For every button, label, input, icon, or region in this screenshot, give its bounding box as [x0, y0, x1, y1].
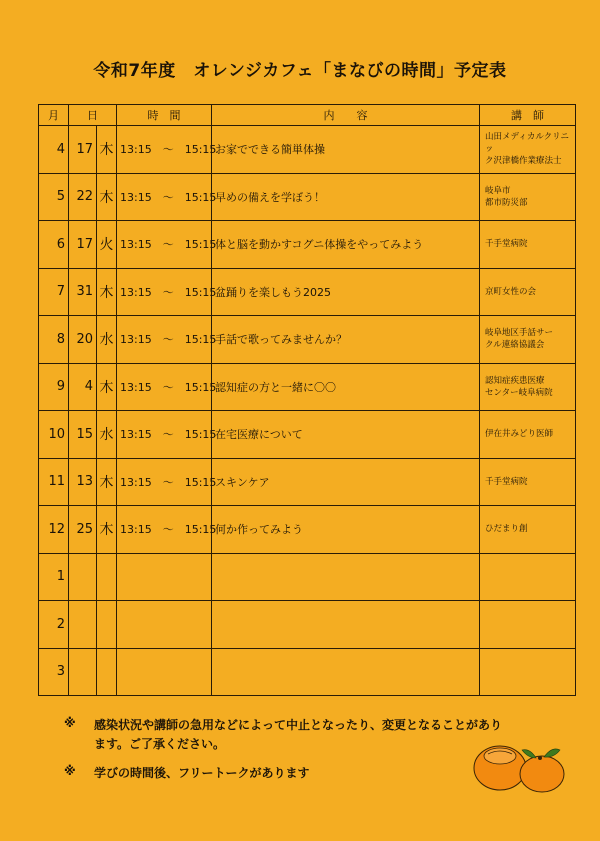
row-weekday: 木 [97, 268, 117, 316]
row-time: 13:15 ～ 15:15 [117, 411, 212, 459]
schedule-table [38, 104, 576, 696]
row-lecturer [480, 601, 576, 649]
table-row [39, 363, 576, 411]
row-month: 10 [39, 411, 69, 459]
row-content: 何か作ってみよう [212, 506, 480, 554]
header-month: 月 [39, 105, 69, 126]
row-month: 11 [39, 458, 69, 506]
row-lecturer [480, 553, 576, 601]
row-month: 9 [39, 363, 69, 411]
row-day: 17 [69, 126, 97, 174]
row-lecturer: ひだまり創 [480, 506, 576, 554]
header-content: 内 容 [212, 105, 480, 126]
row-month: 6 [39, 221, 69, 269]
row-time: 13:15 ～ 15:15 [117, 268, 212, 316]
row-month: 8 [39, 316, 69, 364]
row-lecturer: 認知症疾患医療 センター岐阜病院 [480, 363, 576, 411]
row-lecturer: 千手堂病院 [480, 458, 576, 506]
row-month: 7 [39, 268, 69, 316]
table-row [39, 173, 576, 221]
row-time: 13:15 ～ 15:15 [117, 458, 212, 506]
note-text: 学びの時間後、フリートークがあります [94, 766, 310, 780]
table-row [39, 268, 576, 316]
header-time: 時 間 [117, 105, 212, 126]
row-weekday: 木 [97, 458, 117, 506]
row-lecturer [480, 648, 576, 696]
row-content: 認知症の方と一緒に〇〇 [212, 363, 480, 411]
row-content [212, 553, 480, 601]
row-weekday: 火 [97, 221, 117, 269]
row-time: 13:15 ～ 15:15 [117, 126, 212, 174]
row-content [212, 648, 480, 696]
table-row [39, 553, 576, 601]
note-mark: ※ [64, 716, 76, 730]
row-lecturer: 岐阜地区手話サー クル連絡協議会 [480, 316, 576, 364]
row-day [69, 648, 97, 696]
row-time [117, 553, 212, 601]
row-content: 在宅医療について [212, 411, 480, 459]
row-lecturer: 岐阜市 都市防災部 [480, 173, 576, 221]
row-content: スキンケア [212, 458, 480, 506]
row-weekday [97, 601, 117, 649]
row-day: 25 [69, 506, 97, 554]
table-header-row [39, 105, 576, 126]
row-content: 早めの備えを学ぼう！ [212, 173, 480, 221]
row-weekday: 木 [97, 363, 117, 411]
row-lecturer: 伊在井みどり医師 [480, 411, 576, 459]
row-day: 22 [69, 173, 97, 221]
row-weekday: 木 [97, 173, 117, 221]
table-row [39, 648, 576, 696]
note-item [64, 764, 504, 783]
row-day: 4 [69, 363, 97, 411]
row-month: 2 [39, 601, 69, 649]
row-time: 13:15 ～ 15:15 [117, 363, 212, 411]
table-row [39, 506, 576, 554]
row-time [117, 601, 212, 649]
row-day: 31 [69, 268, 97, 316]
row-time: 13:15 ～ 15:15 [117, 506, 212, 554]
row-lecturer: 山田メディカルクリニッ ク沢津橋作業療法士 [480, 126, 576, 174]
table-row [39, 411, 576, 459]
page-title: 令和7年度 オレンジカフェ「まなびの時間」予定表 [93, 61, 507, 81]
row-time: 13:15 ～ 15:15 [117, 316, 212, 364]
row-day [69, 553, 97, 601]
row-content [212, 601, 480, 649]
row-day: 15 [69, 411, 97, 459]
row-time [117, 648, 212, 696]
row-weekday [97, 553, 117, 601]
table-row [39, 316, 576, 364]
note-text: 感染状況や講師の急用などによって中止となったり、変更となることがあります。ご了承ください。 [94, 718, 503, 751]
row-month: 12 [39, 506, 69, 554]
row-lecturer: 京町女性の会 [480, 268, 576, 316]
header-lecturer: 講 師 [480, 105, 576, 126]
row-content: 体と脳を動かすコグニ体操をやってみよう [212, 221, 480, 269]
row-time: 13:15 ～ 15:15 [117, 173, 212, 221]
note-mark: ※ [64, 764, 76, 778]
row-month: 1 [39, 553, 69, 601]
notes [64, 716, 504, 793]
orange-fruit-illustration [470, 734, 570, 794]
row-day: 13 [69, 458, 97, 506]
table-row [39, 601, 576, 649]
row-month: 4 [39, 126, 69, 174]
row-weekday: 木 [97, 506, 117, 554]
row-day: 20 [69, 316, 97, 364]
row-content: 手話で歌ってみませんか？ [212, 316, 480, 364]
row-weekday: 水 [97, 316, 117, 364]
row-lecturer: 千手堂病院 [480, 221, 576, 269]
note-item [64, 716, 504, 754]
row-time: 13:15 ～ 15:15 [117, 221, 212, 269]
row-weekday [97, 648, 117, 696]
table-row [39, 126, 576, 174]
row-day [69, 601, 97, 649]
row-content: 盆踊りを楽しもう2025 [212, 268, 480, 316]
row-weekday: 水 [97, 411, 117, 459]
row-month: 3 [39, 648, 69, 696]
row-day: 17 [69, 221, 97, 269]
header-day: 日 [69, 105, 117, 126]
row-weekday: 木 [97, 126, 117, 174]
row-month: 5 [39, 173, 69, 221]
table-row [39, 458, 576, 506]
row-content: お家でできる簡単体操 [212, 126, 480, 174]
table-row [39, 221, 576, 269]
